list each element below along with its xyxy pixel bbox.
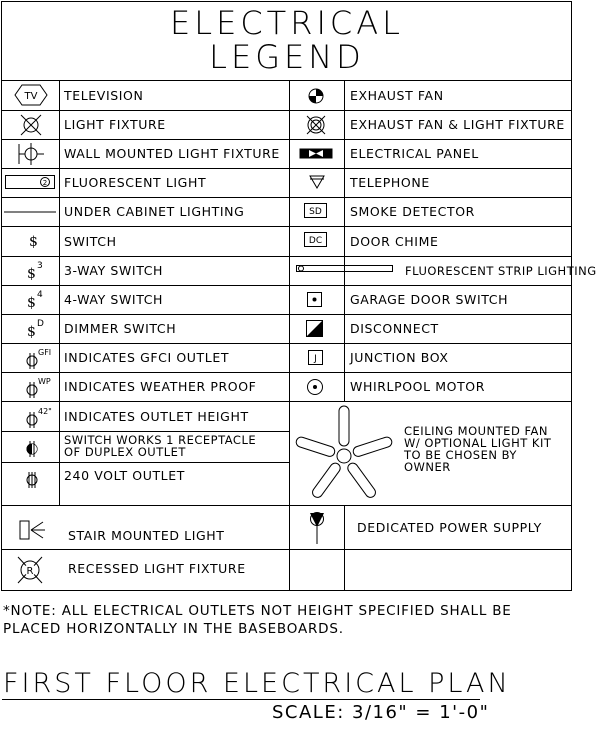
legend-label-fluorescent-strip: FLUORESCENT STRIP LIGHTING <box>405 264 597 278</box>
plan-title-underline <box>2 699 480 700</box>
electrical-panel-icon <box>299 147 333 161</box>
row-divider <box>1 226 572 227</box>
disconnect-icon <box>306 320 324 338</box>
svg-text:$: $ <box>27 295 36 311</box>
title-divider <box>1 80 572 81</box>
legend-label-weather-proof: INDICATES WEATHER PROOF <box>64 379 257 394</box>
legend-label-240-volt: 240 VOLT OUTLET <box>64 468 185 483</box>
legend-label-fluorescent: FLUORESCENT LIGHT <box>64 175 207 190</box>
dimmer-symbol-text: D <box>37 319 44 329</box>
television-icon <box>14 84 48 106</box>
note-line1: *NOTE: ALL ELECTRICAL OUTLETS NOT HEIGHT SPECIFIED SHALL BE <box>3 603 512 619</box>
recessed-light-icon <box>15 554 45 586</box>
legend-label-dedicated-power: DEDICATED POWER SUPPLY <box>357 520 542 535</box>
row-divider <box>1 139 572 140</box>
legend-label-garage-door-switch: GARAGE DOOR SWITCH <box>350 292 509 307</box>
3-way-switch-icon <box>26 259 48 281</box>
row-divider <box>1 110 572 111</box>
col-divider <box>344 80 345 401</box>
switch-icon <box>28 232 40 250</box>
legend-label-ceiling-fan-2: W/ OPTIONAL LIGHT KIT <box>404 436 552 450</box>
light-fixture-icon <box>18 112 44 138</box>
exhaust-fan-light-icon <box>305 114 327 136</box>
3-way-symbol-text: 3 <box>37 261 43 271</box>
legend-title-line1: ELECTRICAL <box>170 4 404 42</box>
4-way-switch-icon <box>26 288 48 310</box>
legend-label-4-way: 4-WAY SWITCH <box>64 292 164 307</box>
outlet-height-symbol-text: 42" <box>38 407 52 416</box>
legend-label-recessed: RECESSED LIGHT FIXTURE <box>68 561 246 576</box>
dimmer-switch-icon <box>26 317 48 339</box>
door-chime-symbol-text: DC <box>308 236 323 246</box>
gfci-outlet-icon <box>24 346 58 370</box>
note-line2: PLACED HORIZONTALLY IN THE BASEBOARDS. <box>3 621 344 637</box>
row-divider <box>1 505 572 506</box>
smoke-detector-icon <box>304 203 328 219</box>
whirlpool-motor-icon <box>306 378 324 396</box>
row-divider <box>1 197 572 198</box>
240-volt-outlet-icon <box>24 467 44 489</box>
weather-proof-symbol-text: WP <box>38 377 51 386</box>
legend-label-exhaust-fan-light: EXHAUST FAN & LIGHT FIXTURE <box>350 117 565 132</box>
dedicated-power-icon <box>309 511 325 545</box>
4-way-symbol-text: 4 <box>37 290 43 300</box>
svg-text:$: $ <box>27 324 36 340</box>
legend-label-electrical-panel: ELECTRICAL PANEL <box>350 146 479 161</box>
door-chime-icon <box>304 232 328 248</box>
legend-label-whirlpool: WHIRLPOOL MOTOR <box>350 379 486 394</box>
ceiling-fan-icon <box>296 404 396 502</box>
legend-label-under-cabinet: UNDER CABINET LIGHTING <box>64 204 245 219</box>
row-divider <box>1 168 572 169</box>
legend-label-television: TELEVISION <box>64 88 144 103</box>
television-symbol-text: TV <box>24 91 38 102</box>
weather-proof-outlet-icon <box>24 375 58 399</box>
row-divider <box>1 549 572 550</box>
legend-label-ceiling-fan-3: TO BE CHOSEN BY <box>404 448 517 462</box>
legend-label-outlet-height: INDICATES OUTLET HEIGHT <box>64 409 249 424</box>
row-divider <box>1 343 572 344</box>
legend-label-smoke-detector: SMOKE DETECTOR <box>350 204 475 219</box>
junction-box-symbol-text: J <box>314 354 317 364</box>
recessed-symbol-text: R <box>26 566 34 577</box>
col-divider <box>289 80 290 591</box>
plan-scale: SCALE: 3/16" = 1'-0" <box>272 702 490 723</box>
legend-label-switched-outlet-2: OF DUPLEX OUTLET <box>64 445 186 459</box>
legend-label-telephone: TELEPHONE <box>350 175 430 190</box>
legend-label-stair-light: STAIR MOUNTED LIGHT <box>68 528 225 543</box>
row-divider <box>1 256 572 257</box>
gfci-symbol-text: GFI <box>38 348 52 357</box>
legend-label-switched-outlet-1: SWITCH WORKS 1 RECEPTACLE <box>64 433 257 447</box>
legend-label-junction-box: JUNCTION BOX <box>350 350 449 365</box>
fluorescent-light-icon <box>5 175 55 191</box>
svg-text:$: $ <box>29 234 38 250</box>
legend-label-disconnect: DISCONNECT <box>350 321 439 336</box>
switched-outlet-icon <box>24 436 44 458</box>
stair-light-icon <box>18 518 48 542</box>
legend-label-light-fixture: LIGHT FIXTURE <box>64 117 166 132</box>
smoke-detector-symbol-text: SD <box>309 207 322 217</box>
junction-box-icon <box>308 350 324 366</box>
legend-label-ceiling-fan-4: OWNER <box>404 460 451 474</box>
row-divider <box>1 401 572 402</box>
outlet-height-icon <box>24 405 58 429</box>
svg-text:$: $ <box>27 266 36 282</box>
row-divider <box>1 285 572 286</box>
fluorescent-symbol-text: 2 <box>42 179 48 187</box>
legend-label-dimmer: DIMMER SWITCH <box>64 321 177 336</box>
legend-title-line2: LEGEND <box>209 38 365 76</box>
telephone-icon <box>309 175 325 189</box>
col-divider <box>59 80 60 505</box>
under-cabinet-icon <box>4 210 56 214</box>
wall-light-icon <box>16 141 46 167</box>
legend-label-3-way: 3-WAY SWITCH <box>64 263 164 278</box>
row-divider <box>1 372 572 373</box>
legend-label-gfci: INDICATES GFCI OUTLET <box>64 350 230 365</box>
legend-label-wall-light: WALL MOUNTED LIGHT FIXTURE <box>64 146 280 161</box>
col-divider <box>344 505 345 591</box>
legend-label-switch: SWITCH <box>64 234 117 249</box>
exhaust-fan-icon <box>307 87 325 105</box>
fluorescent-strip-icon <box>296 264 394 274</box>
legend-label-door-chime: DOOR CHIME <box>350 234 439 249</box>
legend-label-ceiling-fan-1: CEILING MOUNTED FAN <box>404 424 548 438</box>
garage-door-switch-icon <box>307 292 323 308</box>
plan-title: FIRST FLOOR ELECTRICAL PLAN <box>3 668 511 699</box>
legend-label-exhaust-fan: EXHAUST FAN <box>350 88 444 103</box>
row-divider <box>1 462 289 463</box>
row-divider <box>1 431 289 432</box>
row-divider <box>1 314 572 315</box>
